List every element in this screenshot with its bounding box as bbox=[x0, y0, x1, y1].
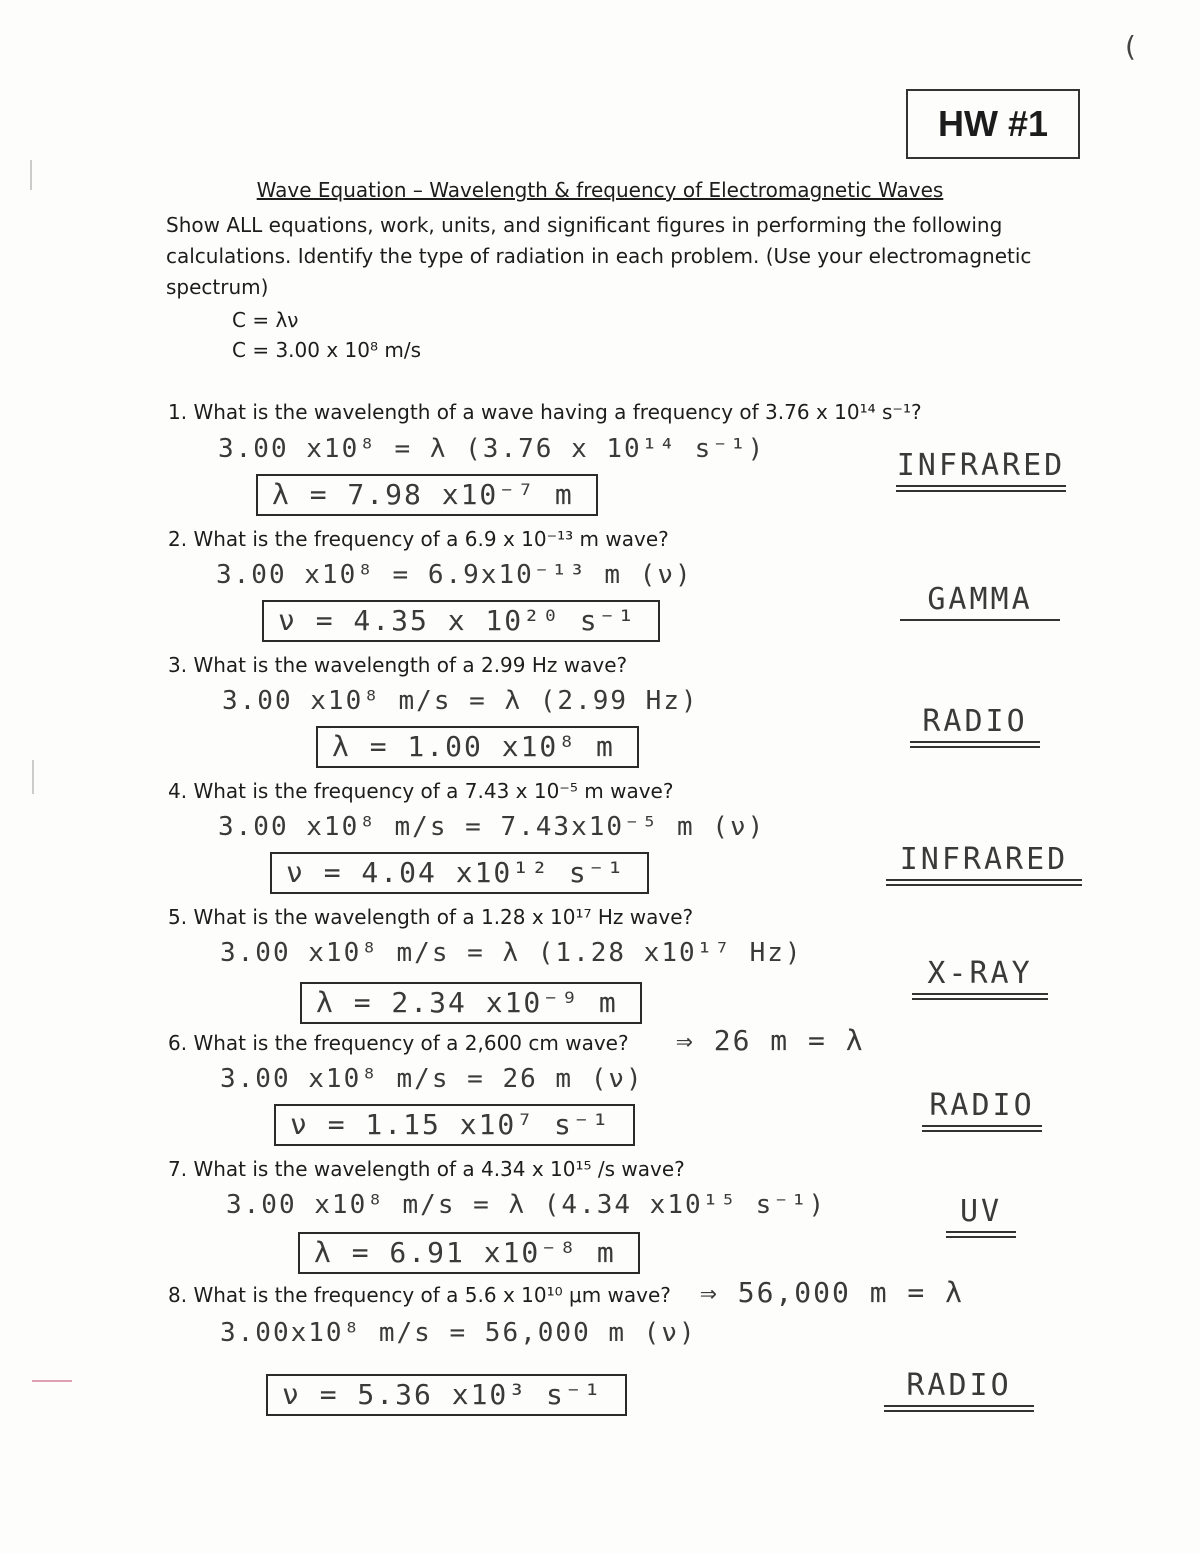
underline bbox=[900, 619, 1060, 624]
equation-line: C = 3.00 x 10⁸ m/s bbox=[232, 338, 421, 362]
handwritten-work: 3.00 x10⁸ m/s = 7.43x10⁻⁵ m (ν) bbox=[218, 812, 766, 842]
answer-box: ν = 4.04 x10¹² s⁻¹ bbox=[270, 852, 649, 894]
double-underline bbox=[946, 1231, 1016, 1238]
double-underline bbox=[884, 1405, 1034, 1412]
radiation-label bbox=[884, 1368, 1034, 1412]
question-text: 5. What is the wavelength of a 1.28 x 10¹⁷ Hz wave? bbox=[168, 905, 694, 929]
question-text: 3. What is the wavelength of a 2.99 Hz wave? bbox=[168, 653, 628, 677]
double-underline bbox=[912, 993, 1048, 1000]
double-underline bbox=[896, 485, 1066, 492]
question-text: 6. What is the frequency of a 2,600 cm wave? bbox=[168, 1031, 629, 1055]
answer-box: ν = 5.36 x10³ s⁻¹ bbox=[266, 1374, 627, 1416]
answer-box: λ = 6.91 x10⁻⁸ m bbox=[298, 1232, 640, 1274]
radiation-label bbox=[946, 1194, 1016, 1238]
radiation-label bbox=[900, 582, 1060, 624]
instructions: Show ALL equations, work, units, and significant figures in performing the following calculations. Identify the type of radiation in each problem. (Use your electromagnetic spectrum) bbox=[166, 213, 1032, 299]
double-underline bbox=[910, 741, 1040, 748]
double-underline bbox=[922, 1125, 1042, 1132]
radiation-text: UV bbox=[959, 1194, 1003, 1229]
radiation-text: GAMMA bbox=[927, 582, 1033, 617]
double-underline bbox=[886, 879, 1082, 886]
question-text: 2. What is the frequency of a 6.9 x 10⁻¹³ m wave? bbox=[168, 527, 669, 551]
answer-box: λ = 2.34 x10⁻⁹ m bbox=[300, 982, 642, 1024]
radiation-text: X-RAY bbox=[927, 956, 1033, 991]
handwritten-conversion-note: ⇒ 26 m = λ bbox=[676, 1024, 865, 1057]
question-text: 8. What is the frequency of a 5.6 x 10¹⁰ μm wave? bbox=[168, 1283, 671, 1307]
answer-box: λ = 1.00 x10⁸ m bbox=[316, 726, 639, 768]
handwritten-work: 3.00 x10⁸ m/s = λ (4.34 x10¹⁵ s⁻¹) bbox=[226, 1190, 827, 1220]
question-text: 4. What is the frequency of a 7.43 x 10⁻⁵ m wave? bbox=[168, 779, 674, 803]
handwritten-work: 3.00 x10⁸ m/s = λ (2.99 Hz) bbox=[222, 686, 699, 716]
radiation-text: RADIO bbox=[906, 1368, 1012, 1403]
worksheet-title: Wave Equation – Wavelength & frequency of Electromagnetic Waves bbox=[256, 178, 944, 202]
radiation-label bbox=[910, 704, 1040, 748]
handwritten-conversion-note: ⇒ 56,000 m = λ bbox=[700, 1276, 965, 1309]
question-text: 7. What is the wavelength of a 4.34 x 10¹⁵ /s wave? bbox=[168, 1157, 685, 1181]
radiation-text: RADIO bbox=[922, 704, 1028, 739]
radiation-label bbox=[896, 448, 1066, 492]
question-text: 1. What is the wavelength of a wave having a frequency of 3.76 x 10¹⁴ s⁻¹? bbox=[168, 400, 922, 424]
handwritten-work: 3.00 x10⁸ = 6.9x10⁻¹³ m (ν) bbox=[216, 560, 693, 590]
radiation-label bbox=[912, 956, 1048, 1000]
radiation-text: INFRARED bbox=[899, 842, 1069, 877]
radiation-text: INFRARED bbox=[896, 448, 1066, 483]
equation-line: C = λν bbox=[232, 308, 299, 332]
handwritten-work: 3.00 x10⁸ m/s = 26 m (ν) bbox=[220, 1064, 644, 1094]
handwritten-work: 3.00 x10⁸ m/s = λ (1.28 x10¹⁷ Hz) bbox=[220, 938, 803, 968]
answer-box: ν = 4.35 x 10²⁰ s⁻¹ bbox=[262, 600, 660, 642]
answer-box: ν = 1.15 x10⁷ s⁻¹ bbox=[274, 1104, 635, 1146]
hw-number-box: HW #1 bbox=[906, 89, 1080, 159]
radiation-label bbox=[886, 842, 1082, 886]
scan-mark bbox=[32, 1380, 72, 1382]
scan-mark bbox=[32, 760, 34, 794]
handwritten-work: 3.00x10⁸ m/s = 56,000 m (ν) bbox=[220, 1318, 697, 1348]
answer-box: λ = 7.98 x10⁻⁷ m bbox=[256, 474, 598, 516]
page-corner-mark: ( bbox=[1125, 30, 1136, 63]
handwritten-work: 3.00 x10⁸ = λ (3.76 x 10¹⁴ s⁻¹) bbox=[218, 434, 766, 464]
radiation-text: RADIO bbox=[929, 1088, 1035, 1123]
radiation-label bbox=[922, 1088, 1042, 1132]
